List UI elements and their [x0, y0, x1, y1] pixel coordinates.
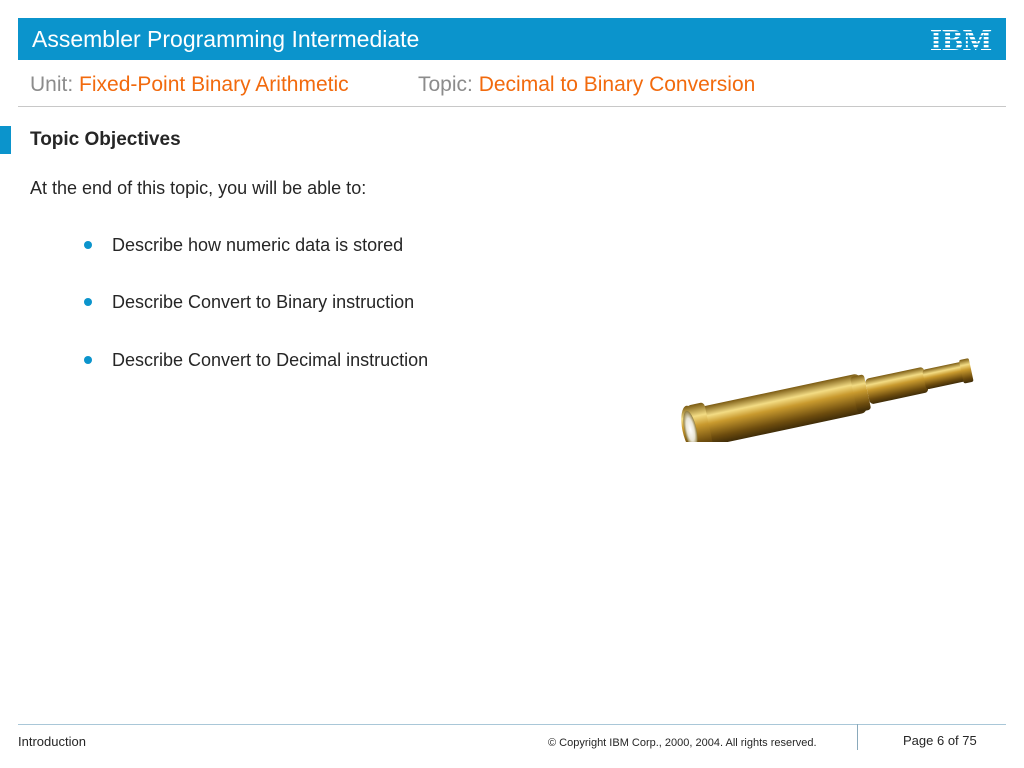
ibm-logo — [928, 25, 994, 53]
unit-label — [30, 72, 349, 98]
intro-text: At the end of this topic, you will be able to: — [30, 178, 367, 198]
footer-separator — [857, 724, 858, 750]
footer-copyright: © Copyright IBM Corp., 2000, 2004. All rights reserved. — [548, 737, 817, 749]
objective-item: Describe Convert to Decimal instruction — [112, 350, 429, 370]
section-marker — [0, 126, 11, 154]
section-heading: Topic Objectives — [30, 129, 181, 150]
unit-value: Fixed-Point Binary Arithmetic — [79, 73, 349, 96]
ibm-logo-text: IBM — [930, 25, 992, 53]
topic-value: Decimal to Binary Conversion — [478, 73, 756, 96]
title-bar — [18, 18, 1006, 60]
footer-section-name: Introduction — [18, 734, 86, 749]
page-number: Page 6 of 75 — [903, 733, 977, 748]
telescope-icon — [672, 336, 984, 442]
header-divider — [18, 106, 1006, 107]
objective-item: Describe how numeric data is stored — [112, 235, 404, 255]
bullet-icon — [84, 356, 92, 364]
presentation-title: Assembler Programming Intermediate — [32, 26, 420, 52]
objective-item: Describe Convert to Binary instruction — [112, 292, 415, 312]
topic-label — [418, 72, 755, 98]
unit-prefix: Unit: — [30, 73, 74, 96]
bullet-icon — [84, 298, 92, 306]
bullet-icon — [84, 241, 92, 249]
topic-prefix: Topic: — [418, 73, 473, 96]
